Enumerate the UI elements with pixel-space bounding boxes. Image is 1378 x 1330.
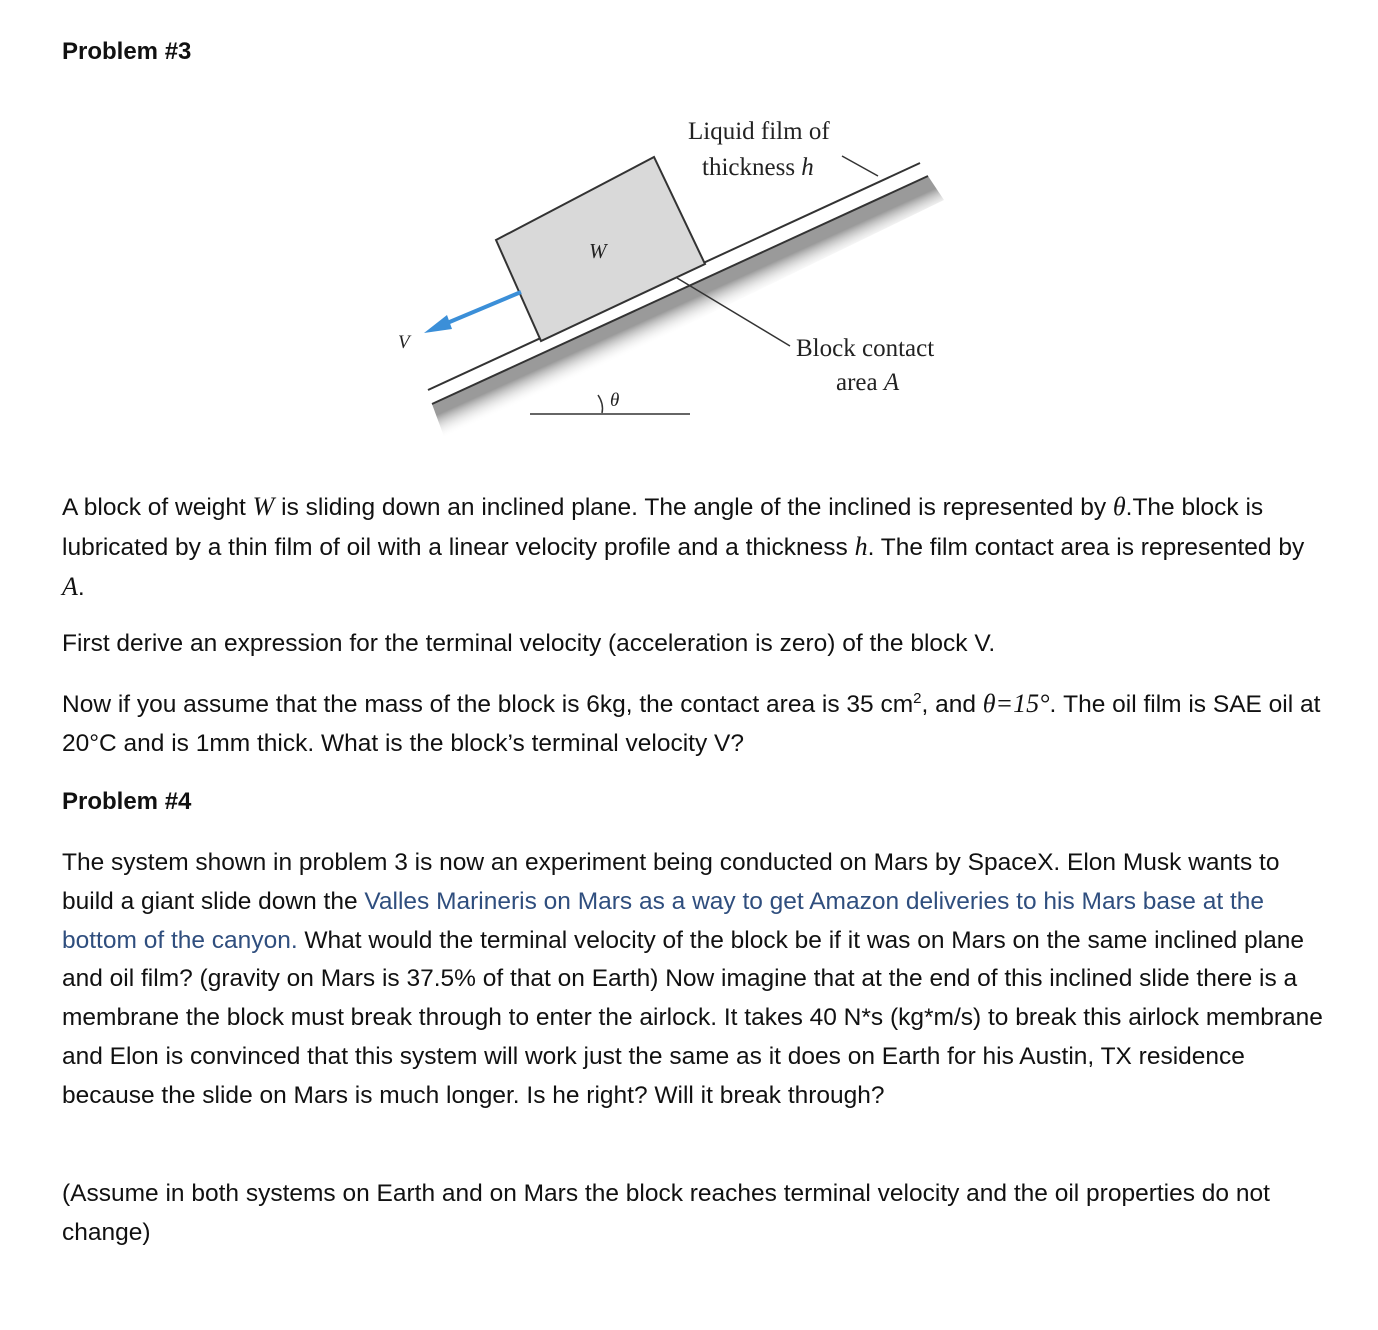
contact-label-line2: area A — [836, 369, 900, 396]
problem-3-paragraph-1: A block of weight W is sliding down an inclined plane. The angle of the inclined is represented by θ.The block is lubricated by a thin film of oil with a linear velocity profile and a thickness h. The film contact area is represented by A. — [62, 492, 1305, 601]
block-weight-label: W — [589, 239, 607, 263]
problem-3-paragraph-2: First derive an expression for the terminal velocity (acceleration is zero) of the block V. — [62, 630, 996, 657]
problem-4-heading: Problem #4 — [62, 788, 192, 815]
film-label-line1: Liquid film of — [688, 118, 830, 145]
velocity-arrow — [440, 292, 521, 326]
problem-3-paragraph-3: Now if you assume that the mass of the block is 6kg, the contact area is 35 $cm^2$, and θ=15°. The oil film is SAE oil at 20°C and is 1mm thick. What is the block’s terminal velocity V? — [62, 689, 1321, 757]
problem-3-heading: Problem #3 — [62, 38, 192, 65]
angle-arc — [598, 395, 603, 413]
film-label-line2: thickness h — [702, 154, 814, 181]
film-leader-line — [842, 156, 878, 176]
incline-shadow — [432, 176, 944, 442]
velocity-label: V — [398, 332, 410, 353]
problem-4-paragraph-1: The system shown in problem 3 is now an experiment being conducted on Mars by SpaceX. Elon Musk wants to build a giant slide down the Valles Marineris on Mars as a way to get Amazon deliveries to his Mars base at the bottom of the canyon. What would the terminal velocity of the block be if it was on Mars on the same inclined plane and oil film? (gravity on Mars is 37.5% of that on Earth) Now imagine that at the end of this inclined slide there is a membrane the block must break through to enter the airlock. It takes 40 N*s (kg*m/s) to break this airlock membrane and Elon is convinced that this system will work just the same as it does on Earth for his Austin, TX residence because the slide on Mars is much longer. Is he right? Will it break through? — [62, 849, 1323, 1109]
problem-4-paragraph-2: (Assume in both systems on Earth and on Mars the block reaches terminal velocity and the oil properties do not change) — [62, 1180, 1270, 1246]
angle-label: θ — [610, 390, 620, 411]
inclined-plane-figure — [0, 0, 1378, 460]
contact-label-line1: Block contact — [796, 335, 935, 362]
velocity-arrowhead — [424, 315, 452, 333]
